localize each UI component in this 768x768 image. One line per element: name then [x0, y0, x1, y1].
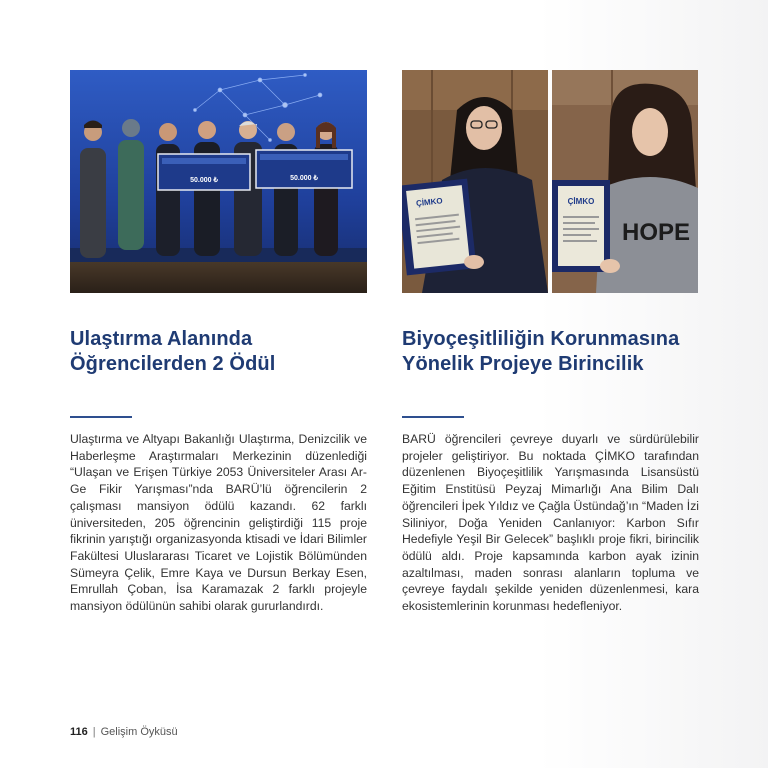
page-footer: [70, 726, 178, 738]
footer-separator: |: [92, 726, 96, 738]
section-name: Gelişim Öyküsü: [100, 726, 178, 738]
page-number: 116: [70, 726, 88, 738]
right-title-divider: [402, 416, 464, 418]
plaque-logo-1: ÇİMKO: [415, 196, 444, 209]
right-article-body: BARÜ öğrencileri çevreye duyarlı ve sürdürülebilir projeler geliştiriyor. Bu noktada ÇİMKO tarafından düzenlenen Biyoçeşitlilik Yarışmasında Lisansüstü Eğitim Enstitüsü Peyzaj Mimarlığı Ana Bilim Dalı öğrencileri İpek Yıldız ve Çağla Üstündağ’ın “Maden İzi Siliniyor, Doğa Yeniden Canlanıyor: Karbon Sıfır Hedefiyle Yeşil Bir Gelecek” başlıklı proje fikri, birincilik ödülü aldı. Proje kapsamında karbon ayak izinin azaltılması, maden sonrası alanların topluma ve çevreye faydalı şekilde yeniden düzenlenmesi, kara ekosistemlerinin korunması hedefleniyor.: [402, 432, 699, 614]
student-with-plaque-photo-1: [402, 70, 548, 293]
student-with-plaque-photo-2: [552, 70, 698, 293]
award-ceremony-photo: [70, 70, 367, 293]
left-title-divider: [70, 416, 132, 418]
left-article-body: Ulaştırma ve Altyapı Bakanlığı Ulaştırma, Denizcilik ve Haberleşme Araştırmaları Merkezinin düzenlediği “Ulaşan ve Erişen Türkiye 2053 Üniversiteler Arası Ar-Ge Fikir Yarışması”nda BARÜ’lü öğrencilerin 2 çalışması mansiyon ödülü kazandı. 62 farklı üniversiteden, 205 öğrencinin geliştirdiği 115 proje fikrinin yarıştığı organizasyonda ktisadi ve İdari Bilimler Fakültesi Uluslararası Ticaret ve Lojistik Bölümünden Sümeyra Çelik, Emre Kaya ve Dursun Berkay Esen, Emrullah Çoban, İsa Karamazak 2 farklı projeyle mansiyon ödülünün sahibi olarak gururlandırdı.: [70, 432, 367, 614]
shirt-text: HOPE: [621, 219, 691, 246]
plaque-logo-2: ÇİMKO: [567, 197, 595, 206]
check-amount-2: 50.000 ₺: [290, 175, 318, 182]
check-amount-1: 50.000 ₺: [190, 177, 218, 184]
right-article-title: Biyoçeşitliliğin Korunmasına Yönelik Projeye Birincilik: [402, 328, 680, 375]
left-article-title: Ulaştırma Alanında Öğrencilerden 2 Ödül: [70, 328, 276, 375]
